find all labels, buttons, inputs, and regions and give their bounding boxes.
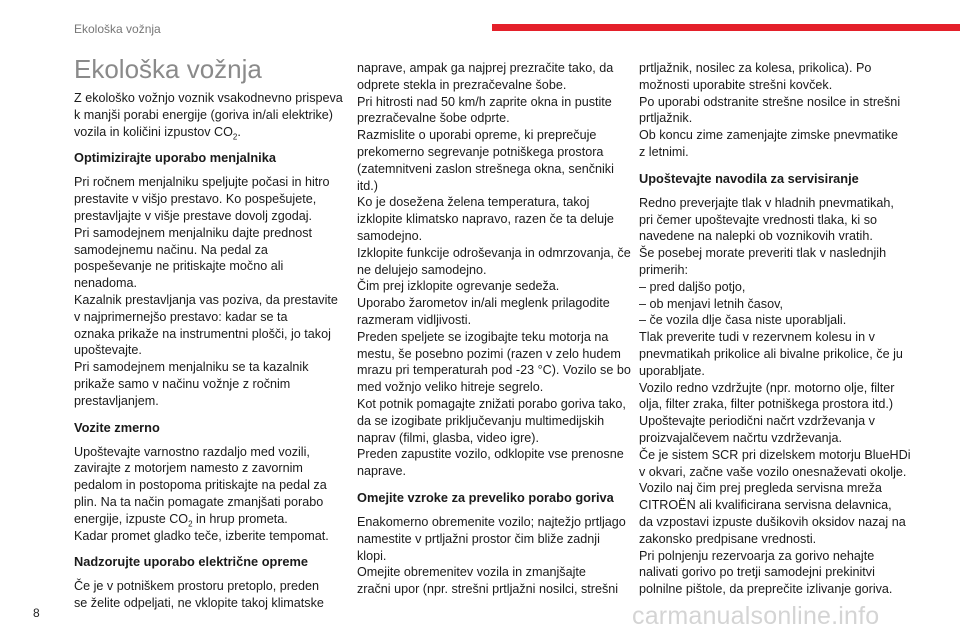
text-line: možnosti uporabite strešni kovček. <box>639 77 833 92</box>
text-line: itd.) <box>357 178 378 193</box>
text-line: Preden zapustite vozilo, odklopite vse prenosne <box>357 447 624 462</box>
text-line: oznaka prikaže na instrumentni plošči, jo takoj <box>74 326 331 341</box>
text-line: Če je v potniškem prostoru pretoplo, preden <box>74 579 320 594</box>
section-heading: Vozite zmerno <box>74 419 160 435</box>
text-line: Upoštevajte periodični načrt vzdrževanja v <box>639 414 875 429</box>
section-heading: Omejite vzroke za preveliko porabo goriva <box>357 489 614 505</box>
header-section-title: Ekološka vožnja <box>74 22 161 36</box>
text-line: nenadoma. <box>74 276 138 291</box>
paragraph <box>74 578 332 612</box>
text-line: pospeševanje ne pritiskajte močno ali <box>74 259 284 274</box>
text-line: Enakomerno obremenite vozilo; najtežjo prtljago <box>357 514 626 529</box>
text-line: klopi. <box>357 548 387 563</box>
text-line: uporabljate. <box>639 363 705 378</box>
text-line: Preden speljete se izogibajte teku motorja na <box>357 329 609 344</box>
page-title: Ekološka vožnja <box>74 54 262 84</box>
text-line: pnevmatikah prikolice ali bivalne prikolice, če ju <box>639 346 903 361</box>
text-line: Pri hitrosti nad 50 km/h zaprite okna in pustite <box>357 94 612 109</box>
text-line: zakonsko predpisane vrednosti. <box>639 531 817 546</box>
text-line: Ob koncu zime zamenjajte zimske pnevmatike <box>639 128 898 143</box>
text-line: Pri samodejnem menjalniku se ta kazalnik <box>74 360 309 375</box>
text-line: olja, filter zraka, filter potniškega prostora itd.) <box>639 397 894 412</box>
text-line: zavirajte z motorjem namesto z zavornim <box>74 461 303 476</box>
text-fragment: vozila in količini izpustov CO <box>74 124 233 139</box>
paragraph <box>74 444 332 545</box>
text-fragment: in hrup prometa. <box>192 511 288 526</box>
text-line: naprave, ampak ga najprej prezračite tako, da <box>357 61 614 75</box>
text-line: prikaže samo v načinu vožnje z ročnim <box>74 376 291 391</box>
text-line: nalivati gorivo po tretji samodejni prekinitvi <box>639 565 875 580</box>
watermark: carmanualsonline.info <box>632 602 880 630</box>
text-line: – pred daljšo potjo, <box>639 279 746 294</box>
text-line: Čim prej izklopite ogrevanje sedeža. <box>357 279 560 294</box>
text-line: Tlak preverite tudi v rezervnem kolesu in v <box>639 330 875 345</box>
paragraph <box>639 195 909 598</box>
text-line: (zatemnitveni zaslon strešnega okna, senčniki <box>357 161 614 176</box>
text-line: Vozilo redno vzdržujte (npr. motorno olje, filter <box>639 380 895 395</box>
text-line: mestu, še posebno pozimi (razen v zelo hudem <box>357 346 621 361</box>
intro-paragraph <box>74 90 343 142</box>
page-number: 8 <box>33 606 40 620</box>
text-line: prestavljanjem. <box>74 393 159 408</box>
section-heading: Optimizirajte uporabo menjalnika <box>74 150 276 166</box>
paragraph <box>74 174 338 409</box>
text-line: prtljažnik, nosilec za kolesa, prikolica). Po <box>639 61 872 75</box>
text-line: Omejite obremenitev vozila in zmanjšajte <box>357 565 586 580</box>
text-line: Z ekološko vožnjo voznik vsakodnevno prispeva <box>74 91 343 105</box>
text-line: zračni upor (npr. strešni prtljažni nosilci, strešni <box>357 582 619 597</box>
text-line: Kot potnik pomagajte znižati porabo goriva tako, <box>357 396 626 411</box>
text-line: polnilne pištole, da preprečite izlivanje goriva. <box>639 582 893 597</box>
text-line: Redno preverjajte tlak v hladnih pnevmatikah, <box>639 195 894 210</box>
text-line: primerih: <box>639 262 688 277</box>
text-line: Ko je dosežena želena temperatura, takoj <box>357 195 590 210</box>
text-line: izklopite klimatsko napravo, razen če ta deluje <box>357 212 614 227</box>
text-line: Izklopite funkcije odroševanja in odmrzovanja, če <box>357 245 631 260</box>
text-line: se želite odpeljati, ne vklopite takoj klimatske <box>74 596 324 611</box>
text-line: da vzpostavi izpuste dušikovih oksidov nazaj na <box>639 514 906 529</box>
text-line: Razmislite o uporabi opreme, ki preprečuje <box>357 128 597 143</box>
column-2 <box>357 60 631 598</box>
text-line: ne delujejo samodejno. <box>357 262 487 277</box>
text-line: prekomerno segrevanje potniškega prostora <box>357 144 604 159</box>
text-line: Še posebej morate preveriti tlak v naslednjih <box>639 246 887 261</box>
text-line: med vožnjo veliko hitreje segrelo. <box>357 380 544 395</box>
paragraph <box>357 514 626 598</box>
column-3 <box>639 60 909 598</box>
text-line: Kadar promet gladko teče, izberite tempomat. <box>74 528 329 543</box>
text-line: Pri samodejnem menjalniku dajte prednost <box>74 225 313 240</box>
text-line: razmeram vidljivosti. <box>357 312 472 327</box>
text-line: odprete stekla in prezračevalne šobe. <box>357 77 567 92</box>
text-line: v najprimernejšo prestavo: kadar se ta <box>74 309 288 324</box>
text-line: upoštevajte. <box>74 343 142 358</box>
text-line: Upoštevajte varnostno razdaljo med vozili, <box>74 444 310 459</box>
text-line <box>74 124 332 141</box>
text-line: – če vozila dlje časa niste uporabljali. <box>639 313 847 328</box>
text-fragment: energije, izpuste CO <box>74 511 189 526</box>
text-line: Uporabo žarometov in/ali meglenk prilagodite <box>357 296 610 311</box>
text-line: Vozilo naj čim prej pregleda servisna mreža <box>639 481 882 496</box>
text-line: da se izogibate priključevanju multimedijskih <box>357 413 605 428</box>
text-line: navedene na nalepki ob voznikovih vratih. <box>639 229 873 244</box>
text-line: z letnimi. <box>639 144 689 159</box>
text-line: Po uporabi odstranite strešne nosilce in strešni <box>639 94 901 109</box>
text-line: naprave. <box>357 464 407 479</box>
section-heading: Upoštevajte navodila za servisiranje <box>639 170 859 186</box>
text-line: Pri polnjenju rezervoarja za gorivo nehajte <box>639 548 875 563</box>
text-line: – ob menjavi letnih časov, <box>639 296 783 311</box>
text-line: pedalom in postopoma pritiskajte na pedal za <box>74 478 327 493</box>
text-line: samodejno. <box>357 228 423 243</box>
text-line: prestavljajte v višje prestave dovolj zgodaj. <box>74 208 313 223</box>
text-line: namestite v prtljažni prostor čim bliže zadnji <box>357 531 600 546</box>
header-panel <box>0 0 470 40</box>
text-line: prezračevalne šobe odprte. <box>357 111 510 126</box>
text-line: mrazu pri temperaturah pod -23 °C). Vozilo se bo <box>357 363 631 378</box>
text-line: v okvari, začne vaše vozilo onesnaževati okolje. <box>639 464 907 479</box>
text-fragment: . <box>237 124 241 139</box>
header-accent-bar <box>492 24 960 31</box>
text-line: plin. Na ta način pomagate zmanjšati porabo <box>74 494 324 509</box>
text-line: prtljažnik. <box>639 111 693 126</box>
text-line: Če je sistem SCR pri dizelskem motorju BlueHDi <box>639 447 911 462</box>
subscript: 2 <box>188 519 193 529</box>
text-line: proizvajalčevem načrtu vzdrževanja. <box>639 430 842 445</box>
subscript: 2 <box>232 132 238 142</box>
text-line: Pri ročnem menjalniku speljujte počasi in hitro <box>74 175 330 190</box>
text-line <box>74 511 332 528</box>
paragraph <box>357 60 631 480</box>
text-line: k manjši porabi energije (goriva in/ali elektrike) <box>74 107 333 122</box>
text-line: CITROËN ali kvalificirana servisna delavnica, <box>639 498 892 513</box>
section-heading: Nadzorujte uporabo električne opreme <box>74 554 308 570</box>
text-line: Kazalnik prestavljanja vas poziva, da prestavite <box>74 292 338 307</box>
paragraph <box>639 60 909 161</box>
column-1 <box>74 54 343 612</box>
text-line: samodejnemu načinu. Na pedal za <box>74 242 268 257</box>
text-line: prestavite v višjo prestavo. Ko pospešujete, <box>74 192 317 207</box>
text-line: pri čemer upoštevajte vrednosti tlaka, ki so <box>639 212 877 227</box>
text-line: naprav (filmi, glasba, video igre). <box>357 430 539 445</box>
